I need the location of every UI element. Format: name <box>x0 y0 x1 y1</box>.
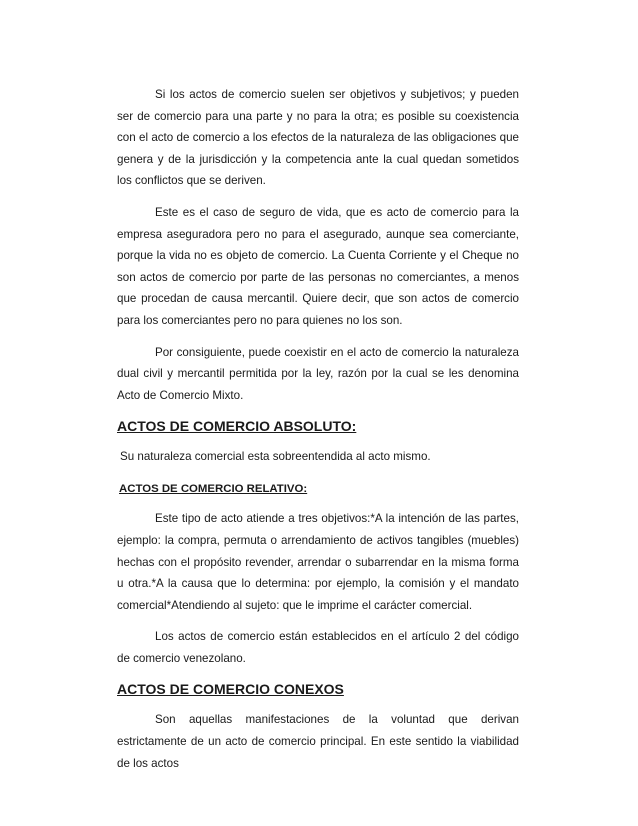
heading-absolute-acts: ACTOS DE COMERCIO ABSOLUTO: <box>117 418 357 435</box>
document-page <box>117 84 519 784</box>
paragraph-mixed-acts-intro: Si los actos de comercio suelen ser objetivos y subjetivos; y pueden ser de comercio para una parte y no para la otra; es posible su coexistencia con el acto de comercio a los efectos de la naturaleza de las obligaciones que genera y de la jurisdicción y la competencia ante la cual quedan sometidos los conflictos que se deriven. <box>117 88 519 188</box>
paragraph-absolute-acts: Su naturaleza comercial esta sobreentendida al acto mismo. <box>120 450 431 464</box>
paragraph-relative-acts: Este tipo de acto atiende a tres objetivos:*A la intención de las partes, ejemplo: la compra, permuta o arrendamiento de activos tangibles (muebles) hechas con el propósito revender, arrendar o subarrendar en la misma forma u otra.*A la causa que lo determina: por ejemplo, la comisión y el mandato comercial*Atendiendo al sujeto: que le imprime el carácter comercial. <box>117 512 519 612</box>
paragraph-life-insurance-example: Este es el caso de seguro de vida, que es acto de comercio para la empresa aseguradora pero no para el asegurado, aunque sea comerciante, porque la vida no es objeto de comercio. La Cuenta Corriente y el Cheque no son actos de comercio por parte de las personas no comerciantes, a menos que procedan de causa mercantil. Quiere decir, que son actos de comercio para los comerciantes pero no para quienes no los son. <box>117 205 519 327</box>
heading-relative-acts: ACTOS DE COMERCIO RELATIVO: <box>119 483 308 496</box>
paragraph-dual-nature: Por consiguiente, puede coexistir en el acto de comercio la naturaleza dual civil y mercantil permitida por la ley, razón por la cual se les denomina Acto de Comercio Mixto. <box>117 345 519 402</box>
paragraph-connected-acts: Son aquellas manifestaciones de la voluntad que derivan estrictamente de un acto de comercio principal. En este sentido la viabilidad de los actos <box>117 713 519 770</box>
heading-connected-acts: ACTOS DE COMERCIO CONEXOS <box>117 681 344 698</box>
paragraph-article-reference: Los actos de comercio están establecidos en el artículo 2 del código de comercio venezolano. <box>117 630 519 665</box>
